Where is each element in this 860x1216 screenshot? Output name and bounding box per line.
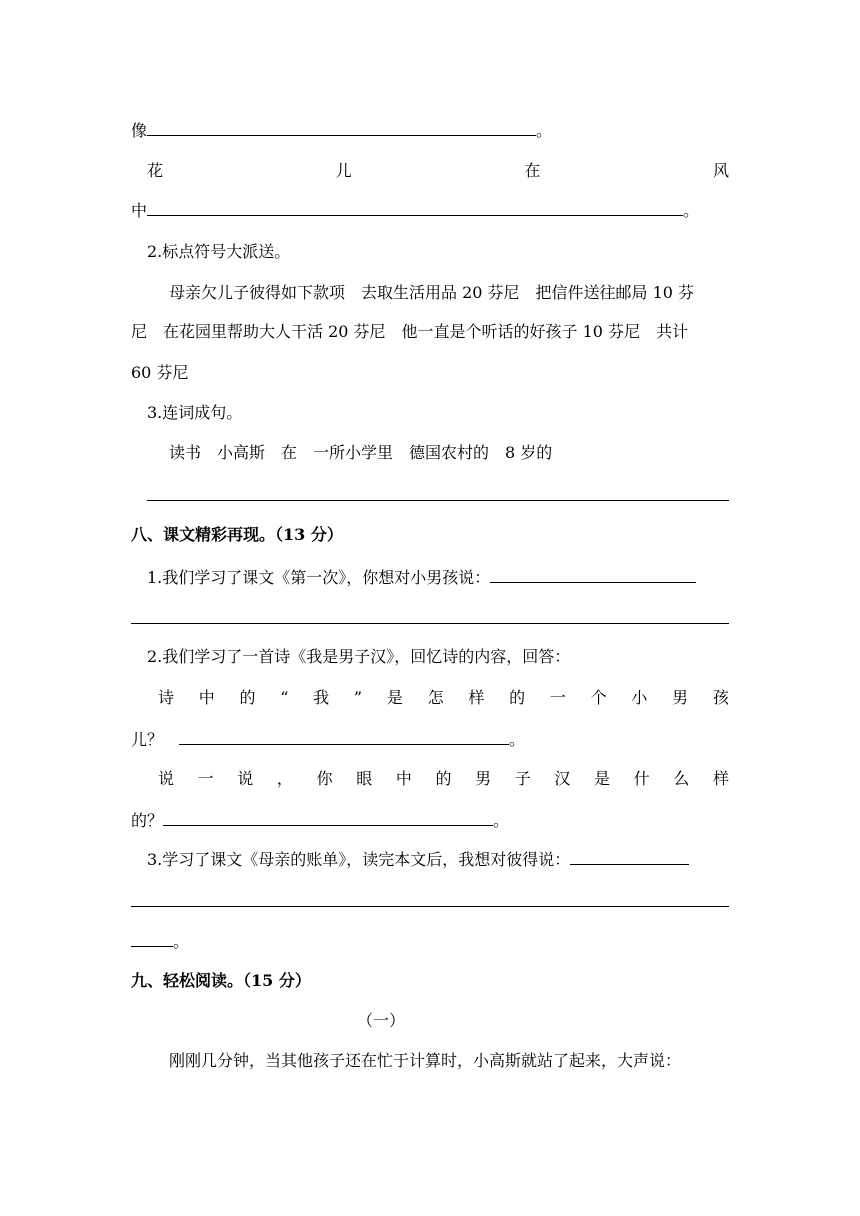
q2a-char: 男 (672, 688, 689, 707)
q2-text-line: 尼 在花园里帮助大人干活 20 芬尼 他一直是个听话的好孩子 10 芬尼 共计 (131, 322, 689, 341)
q2a-suffix: 。 (509, 730, 526, 749)
q2a-char: 的 (239, 688, 256, 707)
answer-blank[interactable] (131, 930, 173, 947)
answer-line[interactable] (131, 906, 729, 907)
q2-text-line: 60 芬尼 (131, 363, 189, 382)
s8-q2: 2.我们学习了一首诗《我是男子汉》，回忆诗的内容，回答： (147, 647, 571, 666)
q2a-char: ” (353, 688, 363, 707)
q2b-char: 男 (475, 769, 492, 788)
q3-suffix: 。 (173, 932, 190, 951)
answer-blank[interactable] (179, 728, 509, 745)
flower-char: 花 (147, 161, 164, 180)
q2b-suffix: 。 (493, 811, 510, 830)
q2a-char: “ (280, 688, 289, 707)
q2a-char: 个 (590, 688, 607, 707)
s8-q2a-spread (158, 687, 729, 709)
q2a-char: 怎 (427, 688, 444, 707)
s8-q1 (147, 566, 729, 588)
q2a-char: 我 (313, 688, 330, 707)
s8-q3 (147, 848, 729, 870)
simile-suffix: 。 (536, 121, 553, 140)
q2-title: 2.标点符号大派送。 (147, 242, 291, 261)
simile-line-2 (147, 160, 729, 182)
flower-char: 风 (712, 161, 729, 180)
q2b-char: 中 (395, 769, 412, 788)
q2a-char: 孩 (712, 688, 729, 707)
q2b-char: 你 (316, 769, 333, 788)
q2b-cont-text: 的？ (131, 811, 164, 830)
s8-q3-text: 3.学习了课文《母亲的账单》，读完本文后，我想对彼得说： (147, 850, 571, 869)
q2a-cont-text: 儿？ (131, 730, 164, 749)
q2-text-line: 母亲欠儿子彼得如下款项 去取生活用品 20 芬尼 把信件送往邮局 10 芬 (169, 283, 695, 302)
q2a-char: 中 (198, 688, 215, 707)
answer-blank[interactable] (163, 809, 493, 826)
simile-line-1 (131, 119, 729, 141)
q2b-char: 说 (237, 769, 254, 788)
q2b-char: 子 (514, 769, 531, 788)
simile-line-3 (131, 199, 729, 221)
answer-blank[interactable] (147, 199, 683, 216)
q2a-char: 小 (631, 688, 648, 707)
q2b-char: 眼 (356, 769, 373, 788)
q2a-char: 的 (509, 688, 526, 707)
answer-blank[interactable] (490, 566, 696, 583)
passage-paragraph: 刚刚几分钟，当其他孩子还在忙于计算时，小高斯就站了起来，大声说： (169, 1051, 682, 1070)
q2b-char: 什 (633, 769, 650, 788)
q3-words: 读书 小高斯 在 一所小学里 德国农村的 8 岁的 (169, 443, 553, 462)
flower-char: 在 (524, 161, 541, 180)
q2b-char: 说 (158, 769, 175, 788)
q2b-char: 是 (594, 769, 611, 788)
section-9-heading: 九、轻松阅读。（15 分） (131, 971, 311, 990)
answer-blank[interactable] (570, 848, 689, 865)
q2a-char: 一 (549, 688, 566, 707)
flower-cont: 中 (131, 201, 148, 220)
answer-blank[interactable] (147, 119, 536, 136)
q3-title: 3.连词成句。 (147, 403, 243, 422)
q2b-char: 一 (197, 769, 214, 788)
s8-q2b-cont (131, 809, 729, 831)
section-8-heading: 八、课文精彩再现。（13 分） (131, 525, 343, 544)
q2a-char: 样 (468, 688, 485, 707)
s8-q3-end (131, 930, 729, 952)
s8-q1-text: 1.我们学习了课文《第一次》，你想对小男孩说： (147, 568, 491, 587)
q2a-char: 诗 (158, 688, 175, 707)
q2a-char: 是 (386, 688, 403, 707)
q2b-char: ， (276, 769, 293, 788)
q2b-char: 的 (435, 769, 452, 788)
answer-line[interactable] (147, 500, 729, 501)
answer-line[interactable] (131, 623, 729, 624)
s8-q2b-spread (158, 768, 729, 790)
flower-suffix: 。 (683, 201, 700, 220)
flower-char: 儿 (335, 161, 352, 180)
q2b-char: 样 (712, 769, 729, 788)
s8-q2a-cont (131, 728, 729, 750)
simile-prefix: 像 (131, 121, 148, 140)
q2b-char: 汉 (554, 769, 571, 788)
q2b-char: 么 (673, 769, 690, 788)
passage-part-label: （一） (356, 1011, 405, 1030)
